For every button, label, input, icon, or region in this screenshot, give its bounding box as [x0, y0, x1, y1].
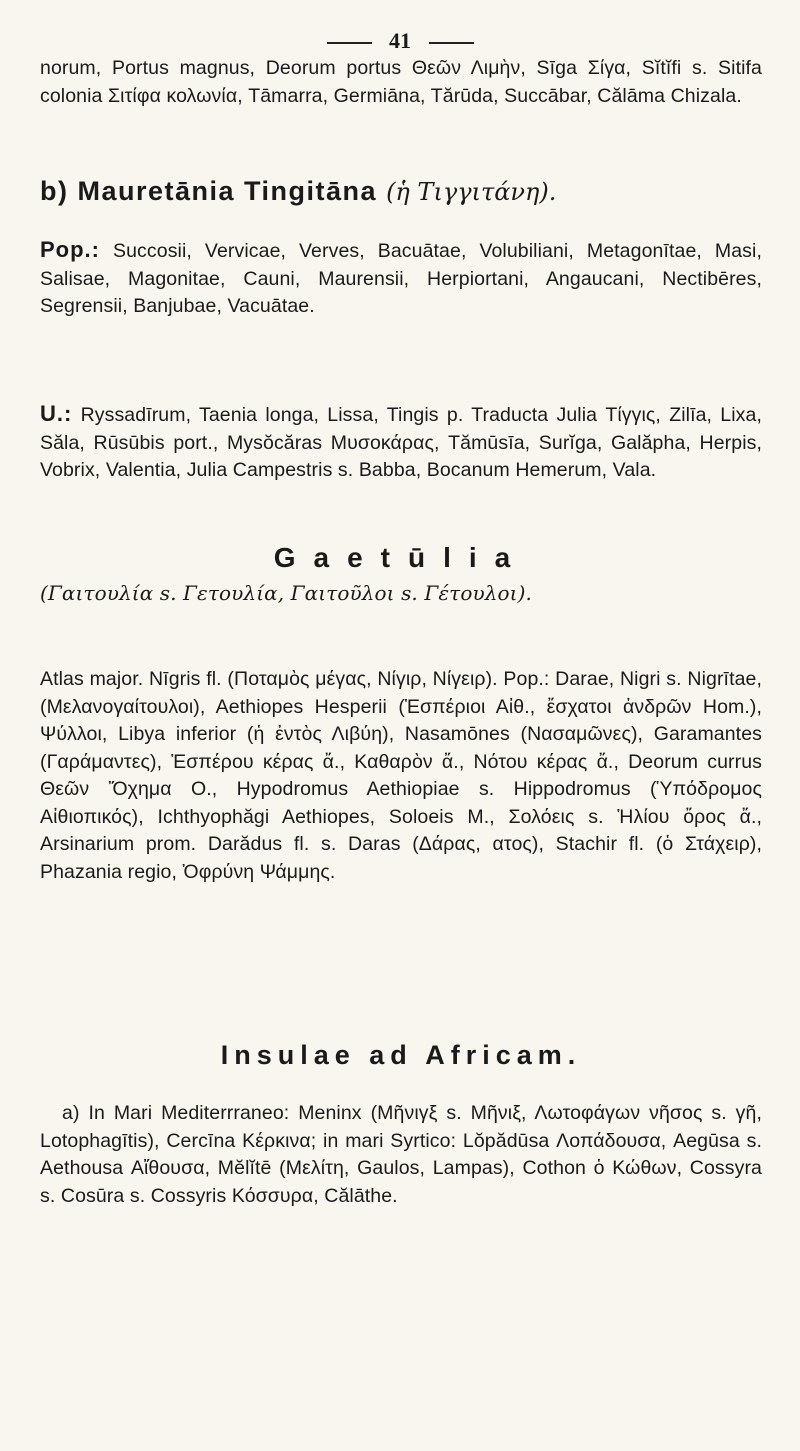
pop-paragraph-1 — [40, 236, 762, 321]
section-b-title-text: b) Mauretānia Tingitāna — [40, 176, 378, 206]
intro-text: norum, Portus magnus, Deorum portus Θεῶν Λιμὴν, Sīga Σίγα, Sĭtĭfi s. Sitifa colonia Σιτίφα κολωνία, Tāmarra, Germiāna, Tărūda, Succābar, Călāma Chizala. — [40, 57, 762, 107]
pop-label: Pop.: — [40, 237, 100, 262]
section-b-title — [40, 176, 762, 207]
insulae-text: a) In Mari Mediterrraneo: Meninx (Μῆνιγξ s. Μῆνιξ, Λωτοφάγων νῆσος s. γῆ, Lotophagītis), Cercīna Κέρκινα; in mari Syrtico: Lŏpădūsa Λοπάδουσα, Aegūsa s. Aethousa Αἴθουσα, Mĕlĭtē (Μελίτη, Gaulos, Lampas), Cothon ὁ Κώθων, Cossyra s. Cosūra s. Cossyris Κόσσυρα, Călāthe. — [40, 1102, 762, 1207]
gaetulia-text: Atlas major. Nīgris fl. (Ποταμὸς μέγας, Νίγιρ, Νίγειρ). Pop.: Darae, Nigri s. Nigrītae, (Μελανογαίτουλοι), Aethiopes Hesperii (Ἑσπέριοι Αἰθ., ἔσχατοι ἀνδρῶν Hom.), Ψύλλοι, Libya inferior (ἡ ἐντὸς Λιβύη), Nasamōnes (Νασαμῶνες), Garamantes (Γαράμαντες), Ἑσπέρου κέρας ἄ., Καθαρὸν ἄ., Νότου κέρας ἄ., Deorum currus Θεῶν Ὄχημα O., Hypodromus Aethiopiae s. Hippodromus (Ὑπόδρομος Αἰθιοπικός), Ichthyophăgi Aethiopes, Soloeis M., Σολόεις s. Ἡλίου ὄρος ἄ., Arsinarium prom. Darădus fl. s. Daras (Δάρας, ατος), Stachir fl. (ὁ Στάχειρ), Phazania regio, Ὀφρύνη Ψάμμης. — [40, 668, 762, 883]
pop-text: Succosii, Vervicae, Verves, Bacuātae, Volubiliani, Metagonītae, Masi, Salisae, Magonitae, Cauni, Maurensii, Herpiortani, Angaucani, Nectibēres, Segrensii, Banjubae, Vacuātae. — [40, 240, 762, 317]
insulae-heading — [40, 1040, 762, 1071]
urbes-text: Ryssadīrum, Taenia longa, Lissa, Tingis p. Traducta Julia Τίγγις, Zilīa, Lixa, Săla, Rūsūbis port., Mysŏcăras Μυσοκάρας, Tămūsīa, Surĭga, Galăpha, Herpis, Vobrix, Valentia, Julia Campestris s. Babba, Bocanum Hemerum, Vala. — [40, 404, 762, 481]
urbes-label: U.: — [40, 401, 73, 426]
gaetulia-greek: (Γαιτουλία s. Γετουλία, Γαιτοῦλοι s. Γέτουλοι). — [40, 581, 532, 605]
header-rule-right — [429, 42, 474, 44]
section-b-heading — [40, 176, 762, 207]
intro-paragraph — [40, 55, 762, 110]
gaetulia-heading — [40, 542, 762, 574]
urbes-paragraph-1 — [40, 400, 762, 485]
gaetulia-title: Gaetūlia — [273, 542, 529, 573]
insulae-title: Insulae ad Africam. — [220, 1040, 582, 1070]
insulae-paragraph — [40, 1100, 762, 1210]
section-b-greek: (ἡ Τιγγιτάνη). — [386, 178, 557, 206]
gaetulia-paragraph — [40, 666, 762, 886]
page-number: 41 — [389, 28, 411, 53]
gaetulia-greek-line — [40, 580, 762, 608]
header-rule-left — [327, 42, 372, 44]
page-header — [0, 28, 800, 54]
